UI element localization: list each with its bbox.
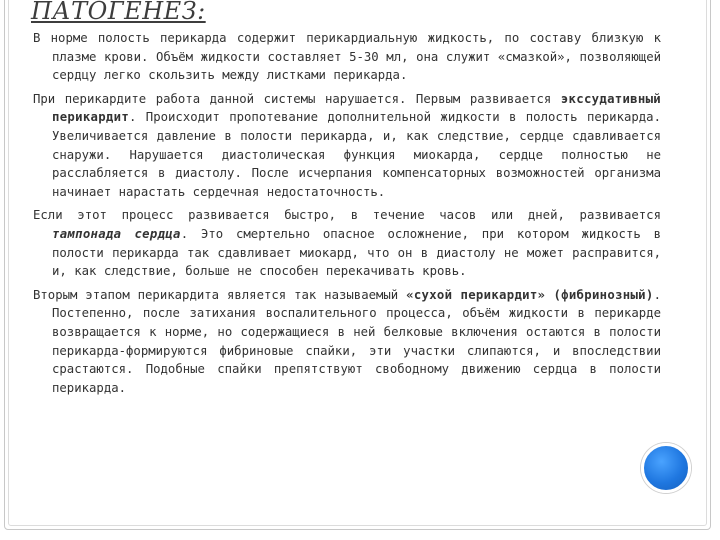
term-exudative-pericarditis: экссудативный перикардит	[52, 91, 661, 125]
paragraph-dry-pericarditis	[33, 286, 661, 398]
paragraph-normal-pericardium	[33, 29, 661, 85]
paragraph-text-after: . Это смертельно опасное осложнение, при котором жидкость в полости перикарда так сдавливает миокард, что он в диастолу не может расправится, и, как следствие, больше не способен перекачивать кровь.	[52, 226, 661, 279]
paragraph-cardiac-tamponade	[33, 206, 661, 280]
paragraph-text-before: Вторым этапом перикардита является так называемый	[33, 287, 407, 302]
blue-circle-decoration	[641, 443, 691, 493]
slide-body	[33, 29, 661, 402]
term-cardiac-tamponade: тампонада сердца	[52, 226, 181, 241]
paragraph-text-after: . Происходит пропотевание дополнительной жидкости в полость перикарда. Увеличивается давление в полости перикарда, и, как следствие, сердце сдавливается снаружи. Нарушается диастолическая функция миокарда, сердце полностью не расслабляется в диастолу. После исчерпания компенсаторных возможностей организма начинает нарастать сердечная недостаточность.	[52, 110, 661, 199]
paragraph-text-before: При перикардите работа данной системы нарушается. Первым развивается	[33, 91, 561, 106]
slide-title: ПАТОГЕНЕЗ:	[31, 0, 206, 25]
paragraph-text: В норме полость перикарда содержит перикардиальную жидкость, по составу близкую к плазме крови. Объём жидкости составляет 5-30 мл, она служит «смазкой», позволяющей сердцу легко скользить между листками перикарда.	[33, 31, 661, 83]
paragraph-exudative-pericarditis	[33, 90, 661, 202]
paragraph-text-after: . Постепенно, после затихания воспалительного процесса, объём жидкости в перикарде возвращается к норме, но содержащиеся в ней белковые включения остаются в полости перикарда-формируются фибриновые спайки, эти участки слипаются, и впоследствии срастаются. Подобные спайки препятствуют свободному движению сердца в полости перикарда.	[52, 287, 661, 395]
term-dry-pericarditis: «сухой перикардит» (фибринозный)	[406, 287, 654, 302]
paragraph-text-before: Если этот процесс развивается быстро, в течение часов или дней, развивается	[33, 208, 661, 223]
